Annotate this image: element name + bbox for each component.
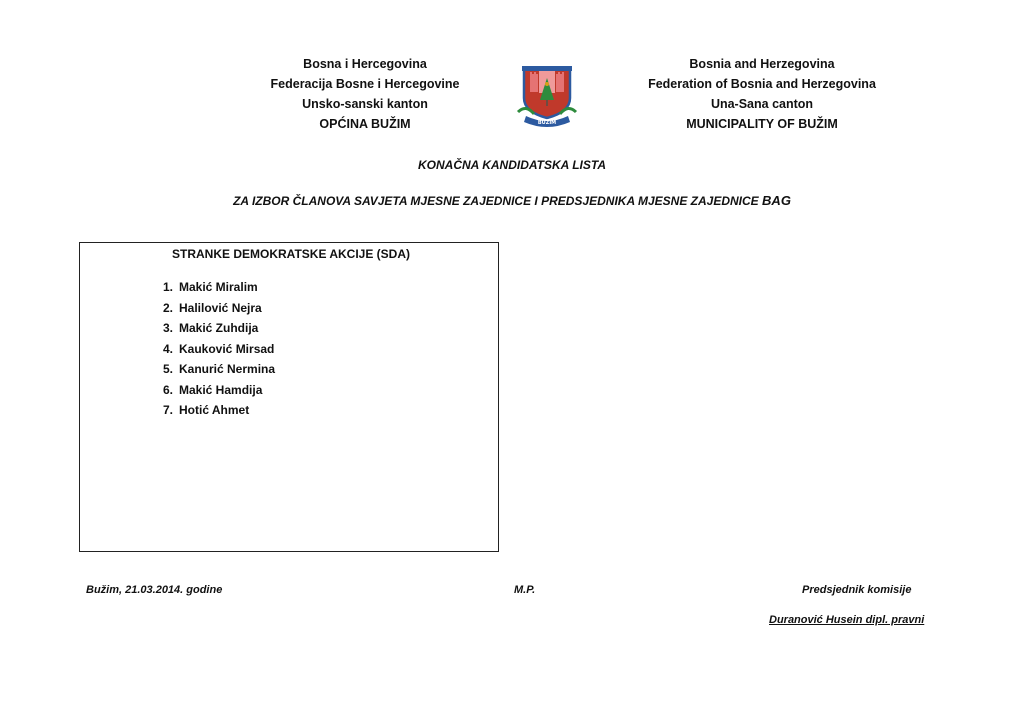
document-title: KONAČNA KANDIDATSKA LISTA bbox=[418, 158, 606, 172]
document-subtitle bbox=[0, 193, 1024, 208]
list-item bbox=[152, 400, 275, 421]
candidate-name: Makić Hamdija bbox=[179, 382, 263, 397]
candidate-number: 5. bbox=[162, 362, 173, 376]
president-signature-name: Duranović Husein dipl. pravni bbox=[769, 614, 925, 626]
candidate-number: 7. bbox=[162, 403, 173, 417]
candidate-name: Kauković Mirsad bbox=[179, 341, 275, 356]
header-left bbox=[235, 54, 495, 134]
subtitle-place: BAG bbox=[762, 193, 791, 208]
candidate-number: 3. bbox=[162, 321, 173, 335]
candidate-name: Makić Miralim bbox=[179, 280, 258, 294]
stamp-placeholder: M.P. bbox=[514, 584, 536, 596]
header-right bbox=[632, 54, 892, 134]
candidate-number: 4. bbox=[162, 341, 173, 356]
president-label: Predsjednik komisije bbox=[802, 584, 912, 596]
candidate-name: Hotić Ahmet bbox=[179, 403, 250, 417]
header-right-line-4: MUNICIPALITY OF BUŽIM bbox=[686, 117, 838, 131]
header-left-line-1: Bosna i Hercegovina bbox=[303, 57, 427, 71]
party-name: STRANKE DEMOKRATSKE AKCIJE (SDA) bbox=[172, 247, 411, 261]
candidate-name: Makić Zuhdija bbox=[179, 321, 259, 335]
candidate-list bbox=[152, 277, 275, 421]
header-left-line-3: Unsko-sanski kanton bbox=[302, 97, 428, 111]
list-item bbox=[152, 277, 275, 298]
header-right-line-3: Una-Sana canton bbox=[710, 97, 814, 111]
candidate-number: 2. bbox=[162, 300, 173, 315]
candidate-number: 6. bbox=[162, 382, 173, 397]
crest-label: BUŽIM bbox=[537, 120, 557, 126]
place-and-date: Bužim, 21.03.2014. godine bbox=[86, 584, 223, 596]
candidate-list-box bbox=[79, 242, 499, 552]
list-item bbox=[152, 298, 275, 319]
candidate-name: Halilović Nejra bbox=[179, 300, 262, 315]
header-right-line-1: Bosnia and Herzegovina bbox=[689, 57, 835, 71]
candidate-name: Kanurić Nermina bbox=[179, 362, 276, 376]
header-right-line-2: Federation of Bosnia and Herzegovina bbox=[648, 77, 876, 91]
municipality-crest-icon bbox=[512, 60, 582, 130]
list-item bbox=[152, 339, 275, 360]
header-left-line-4: OPĆINA BUŽIM bbox=[319, 117, 411, 131]
list-item bbox=[152, 380, 275, 401]
list-item bbox=[152, 359, 275, 380]
candidate-number: 1. bbox=[162, 280, 173, 294]
subtitle-main: ZA IZBOR ČLANOVA SAVJETA MJESNE ZAJEDNICE I PREDSJEDNIKA MJESNE ZAJEDNICE bbox=[233, 194, 759, 208]
header-left-line-2: Federacija Bosne i Hercegovine bbox=[270, 77, 460, 91]
list-item bbox=[152, 318, 275, 339]
